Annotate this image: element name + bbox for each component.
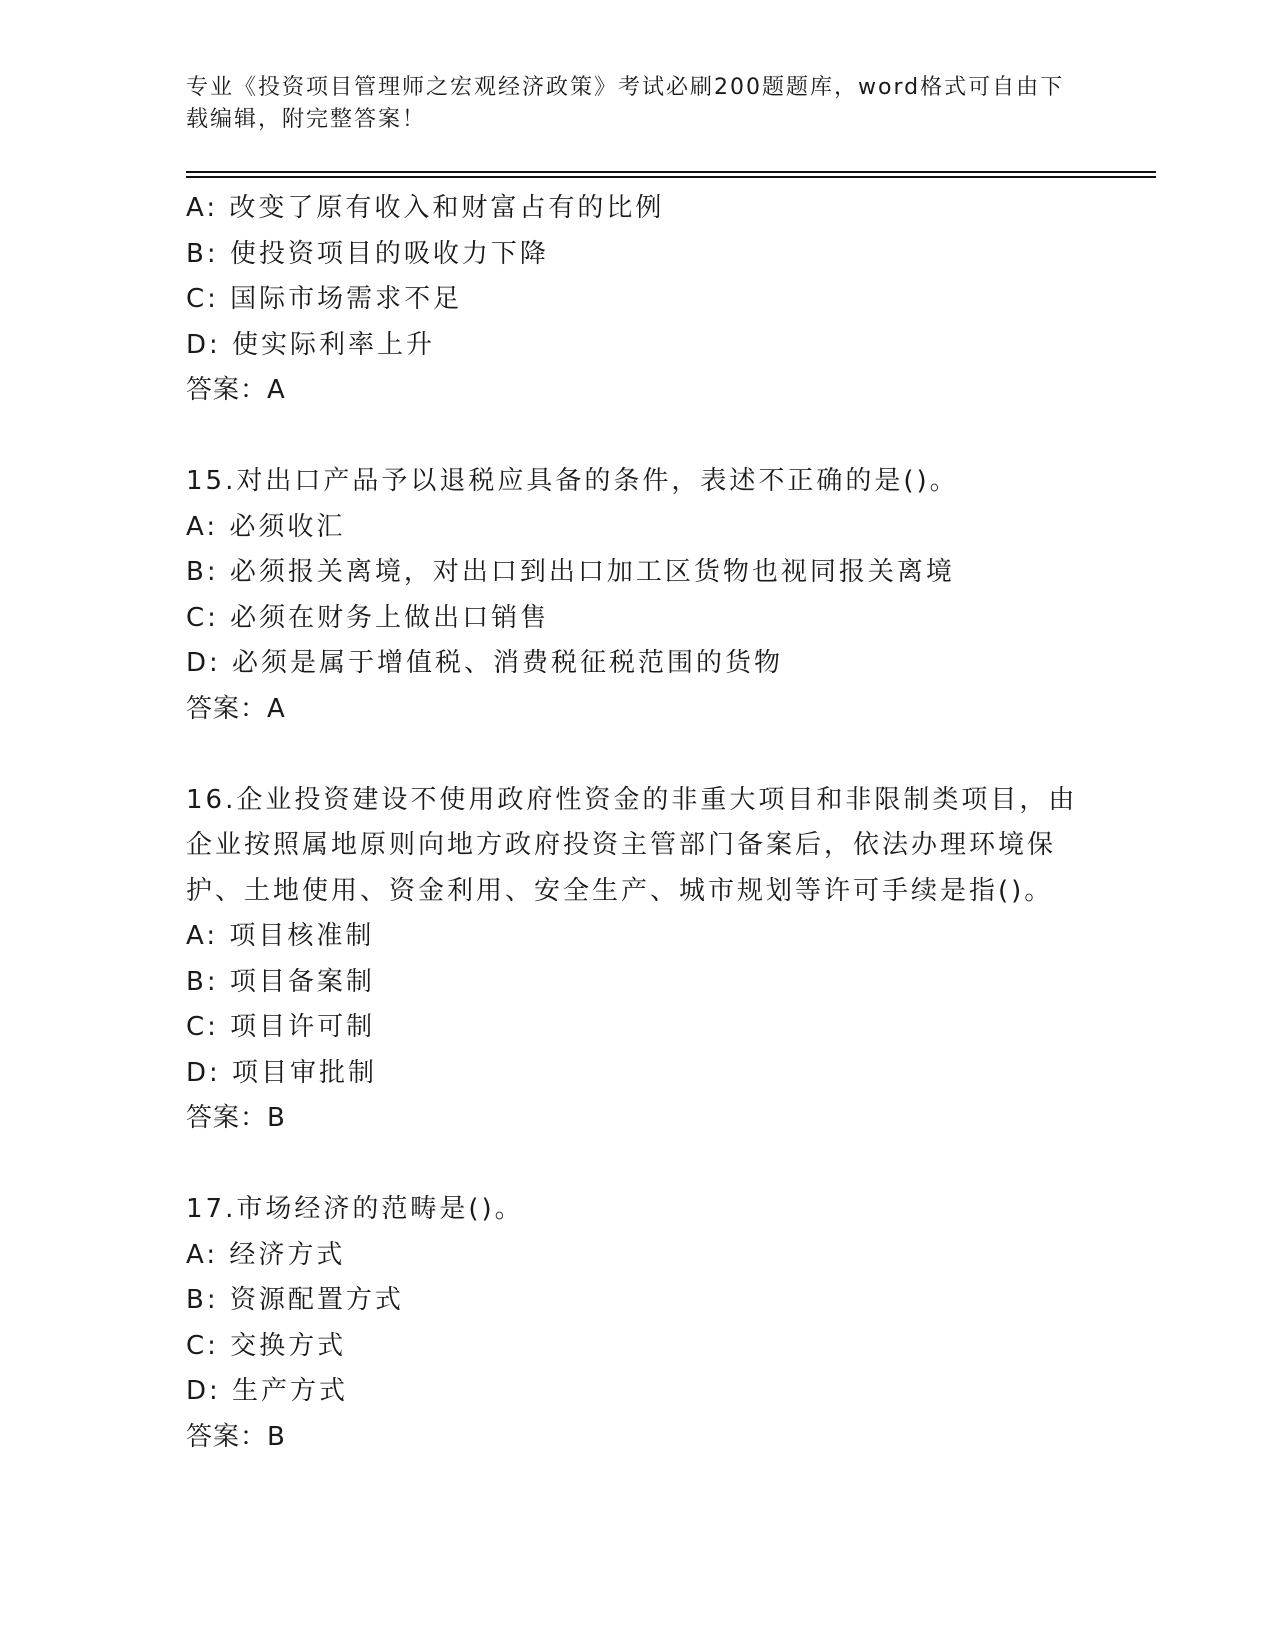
answer: 答案：A — [186, 375, 286, 405]
option-c: C: 项目许可制 — [186, 1012, 376, 1042]
option-b: B: 项目备案制 — [186, 966, 375, 997]
answer: 答案：A — [186, 693, 286, 724]
question-17 — [186, 1187, 1086, 1460]
option-d: D: 生产方式 — [186, 1376, 349, 1406]
option-d: D: 必须是属于增值税、消费税征税范围的货物 — [186, 648, 784, 678]
spacer — [186, 1142, 1086, 1188]
question-16 — [186, 778, 1086, 1142]
option-a: A: 改变了原有收入和财富占有的比例 — [186, 193, 665, 223]
option-d: D: 使实际利率上升 — [186, 329, 436, 360]
document-header: 专业《投资项目管理师之宏观经济政策》考试必刷200题题库，word格式可自由下载编辑，附完整答案！ — [186, 75, 1065, 132]
spacer — [186, 732, 1086, 778]
option-b: B: 使投资项目的吸收力下降 — [186, 238, 549, 269]
option-c: C: 国际市场需求不足 — [186, 284, 463, 314]
option-c: C: 必须在财务上做出口销售 — [186, 602, 550, 633]
question-15 — [186, 459, 1086, 732]
answer: 答案：B — [186, 1421, 286, 1452]
question-stem: 17.市场经济的范畴是()。 — [186, 1194, 524, 1224]
option-a: A: 经济方式 — [186, 1239, 346, 1270]
question-stem: 16.企业投资建设不使用政府性资金的非重大项目和非限制类项目，由企业按照属地原则向地方政府投资主管部门备案后，依法办理环境保护、土地使用、资金利用、安全生产、城市规划等许可手续是指()。 — [186, 784, 1078, 906]
option-c: C: 交换方式 — [186, 1330, 347, 1361]
header-divider-top — [186, 171, 1156, 173]
spacer — [186, 414, 1086, 460]
question-14-remainder — [186, 186, 1086, 414]
header-divider-bottom — [186, 176, 1156, 178]
option-b: B: 必须报关离境，对出口到出口加工区货物也视同报关离境 — [186, 557, 955, 587]
option-d: D: 项目审批制 — [186, 1057, 378, 1088]
answer: 答案：B — [186, 1103, 286, 1133]
option-b: B: 资源配置方式 — [186, 1285, 404, 1315]
option-a: A: 项目核准制 — [186, 921, 375, 951]
question-list — [186, 186, 1086, 1460]
option-a: A: 必须收汇 — [186, 511, 346, 542]
question-stem: 15.对出口产品予以退税应具备的条件，表述不正确的是()。 — [186, 466, 959, 496]
